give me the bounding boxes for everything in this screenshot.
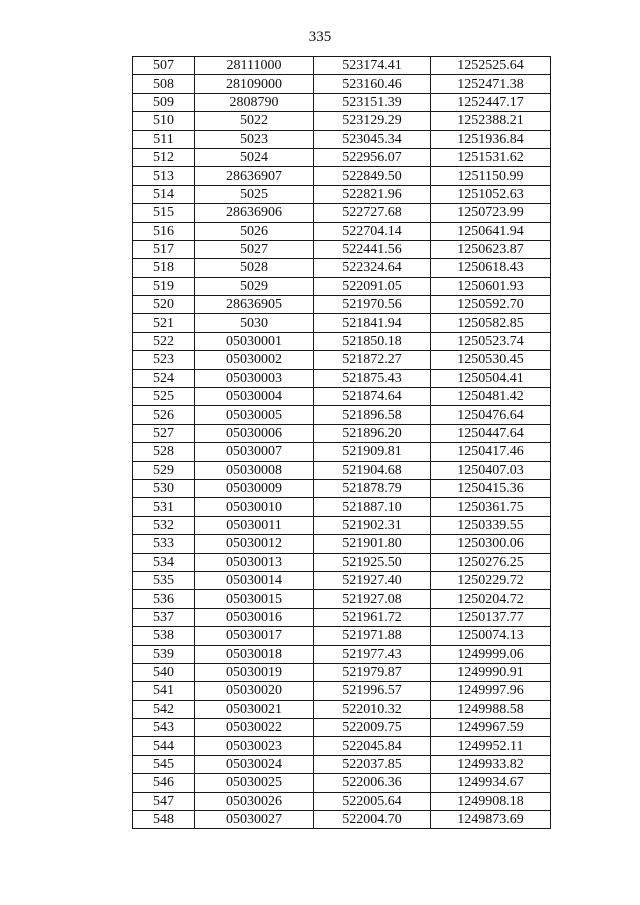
y-coordinate-cell: 1250723.99 bbox=[431, 204, 551, 222]
point-id-cell: 28636906 bbox=[195, 204, 314, 222]
x-coordinate-cell: 521909.81 bbox=[314, 443, 431, 461]
point-id-cell: 05030009 bbox=[195, 479, 314, 497]
y-coordinate-cell: 1249933.82 bbox=[431, 755, 551, 773]
point-number-cell: 517 bbox=[133, 240, 195, 258]
y-coordinate-cell: 1249873.69 bbox=[431, 811, 551, 829]
y-coordinate-cell: 1249934.67 bbox=[431, 774, 551, 792]
point-number-cell: 516 bbox=[133, 222, 195, 240]
table-row bbox=[133, 240, 551, 258]
x-coordinate-cell: 521904.68 bbox=[314, 461, 431, 479]
table-row bbox=[133, 443, 551, 461]
coordinates-table-body bbox=[133, 57, 551, 829]
point-number-cell: 526 bbox=[133, 406, 195, 424]
point-number-cell: 532 bbox=[133, 516, 195, 534]
y-coordinate-cell: 1250504.41 bbox=[431, 369, 551, 387]
table-row bbox=[133, 627, 551, 645]
point-id-cell: 05030017 bbox=[195, 627, 314, 645]
table-row bbox=[133, 700, 551, 718]
point-id-cell: 05030006 bbox=[195, 424, 314, 442]
table-row bbox=[133, 148, 551, 166]
x-coordinate-cell: 522704.14 bbox=[314, 222, 431, 240]
point-number-cell: 527 bbox=[133, 424, 195, 442]
table-row bbox=[133, 351, 551, 369]
point-id-cell: 05030025 bbox=[195, 774, 314, 792]
x-coordinate-cell: 522727.68 bbox=[314, 204, 431, 222]
x-coordinate-cell: 522045.84 bbox=[314, 737, 431, 755]
x-coordinate-cell: 521902.31 bbox=[314, 516, 431, 534]
point-id-cell: 05030018 bbox=[195, 645, 314, 663]
point-id-cell: 05030011 bbox=[195, 516, 314, 534]
point-id-cell: 5022 bbox=[195, 112, 314, 130]
y-coordinate-cell: 1250641.94 bbox=[431, 222, 551, 240]
point-number-cell: 515 bbox=[133, 204, 195, 222]
point-id-cell: 05030023 bbox=[195, 737, 314, 755]
point-id-cell: 05030007 bbox=[195, 443, 314, 461]
x-coordinate-cell: 521841.94 bbox=[314, 314, 431, 332]
table-row bbox=[133, 792, 551, 810]
y-coordinate-cell: 1250601.93 bbox=[431, 277, 551, 295]
x-coordinate-cell: 523151.39 bbox=[314, 93, 431, 111]
point-number-cell: 543 bbox=[133, 719, 195, 737]
table-row bbox=[133, 130, 551, 148]
x-coordinate-cell: 521874.64 bbox=[314, 388, 431, 406]
y-coordinate-cell: 1252471.38 bbox=[431, 75, 551, 93]
y-coordinate-cell: 1250137.77 bbox=[431, 608, 551, 626]
y-coordinate-cell: 1250592.70 bbox=[431, 296, 551, 314]
table-row bbox=[133, 185, 551, 203]
y-coordinate-cell: 1250407.03 bbox=[431, 461, 551, 479]
point-number-cell: 529 bbox=[133, 461, 195, 479]
y-coordinate-cell: 1250523.74 bbox=[431, 332, 551, 350]
point-id-cell: 05030014 bbox=[195, 571, 314, 589]
x-coordinate-cell: 521971.88 bbox=[314, 627, 431, 645]
table-row bbox=[133, 296, 551, 314]
point-id-cell: 28109000 bbox=[195, 75, 314, 93]
point-number-cell: 513 bbox=[133, 167, 195, 185]
x-coordinate-cell: 521996.57 bbox=[314, 682, 431, 700]
y-coordinate-cell: 1251150.99 bbox=[431, 167, 551, 185]
point-id-cell: 28111000 bbox=[195, 57, 314, 75]
y-coordinate-cell: 1250339.55 bbox=[431, 516, 551, 534]
table-row bbox=[133, 719, 551, 737]
y-coordinate-cell: 1250415.36 bbox=[431, 479, 551, 497]
x-coordinate-cell: 521970.56 bbox=[314, 296, 431, 314]
x-coordinate-cell: 521872.27 bbox=[314, 351, 431, 369]
table-row bbox=[133, 737, 551, 755]
y-coordinate-cell: 1250623.87 bbox=[431, 240, 551, 258]
point-number-cell: 523 bbox=[133, 351, 195, 369]
x-coordinate-cell: 522004.70 bbox=[314, 811, 431, 829]
x-coordinate-cell: 523129.29 bbox=[314, 112, 431, 130]
table-row bbox=[133, 222, 551, 240]
point-number-cell: 511 bbox=[133, 130, 195, 148]
point-number-cell: 546 bbox=[133, 774, 195, 792]
y-coordinate-cell: 1250481.42 bbox=[431, 388, 551, 406]
x-coordinate-cell: 521896.20 bbox=[314, 424, 431, 442]
y-coordinate-cell: 1250361.75 bbox=[431, 498, 551, 516]
point-number-cell: 542 bbox=[133, 700, 195, 718]
table-row bbox=[133, 608, 551, 626]
y-coordinate-cell: 1250618.43 bbox=[431, 259, 551, 277]
y-coordinate-cell: 1249990.91 bbox=[431, 663, 551, 681]
point-id-cell: 05030008 bbox=[195, 461, 314, 479]
point-id-cell: 5028 bbox=[195, 259, 314, 277]
table-row bbox=[133, 571, 551, 589]
x-coordinate-cell: 522324.64 bbox=[314, 259, 431, 277]
point-id-cell: 05030016 bbox=[195, 608, 314, 626]
table-row bbox=[133, 774, 551, 792]
point-number-cell: 509 bbox=[133, 93, 195, 111]
point-id-cell: 28636905 bbox=[195, 296, 314, 314]
table-row bbox=[133, 277, 551, 295]
y-coordinate-cell: 1250417.46 bbox=[431, 443, 551, 461]
table-row bbox=[133, 498, 551, 516]
y-coordinate-cell: 1249997.96 bbox=[431, 682, 551, 700]
table-row bbox=[133, 479, 551, 497]
point-id-cell: 05030027 bbox=[195, 811, 314, 829]
point-number-cell: 524 bbox=[133, 369, 195, 387]
x-coordinate-cell: 523045.34 bbox=[314, 130, 431, 148]
table-row bbox=[133, 75, 551, 93]
y-coordinate-cell: 1250530.45 bbox=[431, 351, 551, 369]
point-id-cell: 05030003 bbox=[195, 369, 314, 387]
y-coordinate-cell: 1252447.17 bbox=[431, 93, 551, 111]
point-id-cell: 28636907 bbox=[195, 167, 314, 185]
point-number-cell: 544 bbox=[133, 737, 195, 755]
y-coordinate-cell: 1251052.63 bbox=[431, 185, 551, 203]
x-coordinate-cell: 521961.72 bbox=[314, 608, 431, 626]
point-id-cell: 05030004 bbox=[195, 388, 314, 406]
point-number-cell: 534 bbox=[133, 553, 195, 571]
point-id-cell: 5023 bbox=[195, 130, 314, 148]
point-id-cell: 5025 bbox=[195, 185, 314, 203]
x-coordinate-cell: 522849.50 bbox=[314, 167, 431, 185]
x-coordinate-cell: 522091.05 bbox=[314, 277, 431, 295]
point-id-cell: 05030015 bbox=[195, 590, 314, 608]
point-id-cell: 05030021 bbox=[195, 700, 314, 718]
point-number-cell: 540 bbox=[133, 663, 195, 681]
table-row bbox=[133, 332, 551, 350]
point-number-cell: 521 bbox=[133, 314, 195, 332]
point-id-cell: 05030020 bbox=[195, 682, 314, 700]
x-coordinate-cell: 522005.64 bbox=[314, 792, 431, 810]
table-row bbox=[133, 663, 551, 681]
table-row bbox=[133, 755, 551, 773]
y-coordinate-cell: 1252388.21 bbox=[431, 112, 551, 130]
point-id-cell: 05030022 bbox=[195, 719, 314, 737]
y-coordinate-cell: 1251936.84 bbox=[431, 130, 551, 148]
y-coordinate-cell: 1249988.58 bbox=[431, 700, 551, 718]
point-number-cell: 541 bbox=[133, 682, 195, 700]
page-number: 335 bbox=[308, 29, 332, 45]
point-number-cell: 535 bbox=[133, 571, 195, 589]
x-coordinate-cell: 522441.56 bbox=[314, 240, 431, 258]
point-id-cell: 05030010 bbox=[195, 498, 314, 516]
point-number-cell: 510 bbox=[133, 112, 195, 130]
y-coordinate-cell: 1250447.64 bbox=[431, 424, 551, 442]
y-coordinate-cell: 1250074.13 bbox=[431, 627, 551, 645]
point-id-cell: 05030013 bbox=[195, 553, 314, 571]
table-row bbox=[133, 388, 551, 406]
point-id-cell: 5027 bbox=[195, 240, 314, 258]
coordinates-table bbox=[132, 56, 551, 829]
point-number-cell: 531 bbox=[133, 498, 195, 516]
point-id-cell: 05030026 bbox=[195, 792, 314, 810]
table-row bbox=[133, 590, 551, 608]
x-coordinate-cell: 521979.87 bbox=[314, 663, 431, 681]
point-number-cell: 520 bbox=[133, 296, 195, 314]
point-number-cell: 539 bbox=[133, 645, 195, 663]
table-row bbox=[133, 553, 551, 571]
point-id-cell: 05030012 bbox=[195, 535, 314, 553]
table-row bbox=[133, 424, 551, 442]
table-row bbox=[133, 259, 551, 277]
x-coordinate-cell: 522037.85 bbox=[314, 755, 431, 773]
x-coordinate-cell: 521925.50 bbox=[314, 553, 431, 571]
y-coordinate-cell: 1250204.72 bbox=[431, 590, 551, 608]
point-number-cell: 519 bbox=[133, 277, 195, 295]
point-number-cell: 514 bbox=[133, 185, 195, 203]
y-coordinate-cell: 1250300.06 bbox=[431, 535, 551, 553]
x-coordinate-cell: 521887.10 bbox=[314, 498, 431, 516]
table-row bbox=[133, 314, 551, 332]
point-number-cell: 528 bbox=[133, 443, 195, 461]
point-id-cell: 05030002 bbox=[195, 351, 314, 369]
x-coordinate-cell: 521896.58 bbox=[314, 406, 431, 424]
point-id-cell: 05030001 bbox=[195, 332, 314, 350]
y-coordinate-cell: 1249952.11 bbox=[431, 737, 551, 755]
point-number-cell: 530 bbox=[133, 479, 195, 497]
y-coordinate-cell: 1252525.64 bbox=[431, 57, 551, 75]
x-coordinate-cell: 523174.41 bbox=[314, 57, 431, 75]
x-coordinate-cell: 522006.36 bbox=[314, 774, 431, 792]
table-row bbox=[133, 406, 551, 424]
point-number-cell: 525 bbox=[133, 388, 195, 406]
point-id-cell: 5030 bbox=[195, 314, 314, 332]
table-row bbox=[133, 204, 551, 222]
point-number-cell: 536 bbox=[133, 590, 195, 608]
point-number-cell: 508 bbox=[133, 75, 195, 93]
point-id-cell: 5024 bbox=[195, 148, 314, 166]
table-row bbox=[133, 369, 551, 387]
x-coordinate-cell: 521878.79 bbox=[314, 479, 431, 497]
point-id-cell: 05030019 bbox=[195, 663, 314, 681]
y-coordinate-cell: 1249908.18 bbox=[431, 792, 551, 810]
point-number-cell: 548 bbox=[133, 811, 195, 829]
table-row bbox=[133, 645, 551, 663]
table-row bbox=[133, 811, 551, 829]
point-number-cell: 512 bbox=[133, 148, 195, 166]
point-number-cell: 537 bbox=[133, 608, 195, 626]
point-id-cell: 5026 bbox=[195, 222, 314, 240]
x-coordinate-cell: 522821.96 bbox=[314, 185, 431, 203]
point-number-cell: 547 bbox=[133, 792, 195, 810]
y-coordinate-cell: 1249967.59 bbox=[431, 719, 551, 737]
y-coordinate-cell: 1250276.25 bbox=[431, 553, 551, 571]
x-coordinate-cell: 522009.75 bbox=[314, 719, 431, 737]
table-row bbox=[133, 57, 551, 75]
point-number-cell: 518 bbox=[133, 259, 195, 277]
point-id-cell: 5029 bbox=[195, 277, 314, 295]
y-coordinate-cell: 1250229.72 bbox=[431, 571, 551, 589]
x-coordinate-cell: 522956.07 bbox=[314, 148, 431, 166]
x-coordinate-cell: 523160.46 bbox=[314, 75, 431, 93]
x-coordinate-cell: 521901.80 bbox=[314, 535, 431, 553]
y-coordinate-cell: 1251531.62 bbox=[431, 148, 551, 166]
point-id-cell: 05030005 bbox=[195, 406, 314, 424]
x-coordinate-cell: 521850.18 bbox=[314, 332, 431, 350]
table-row bbox=[133, 461, 551, 479]
table-row bbox=[133, 682, 551, 700]
table-row bbox=[133, 112, 551, 130]
point-id-cell: 2808790 bbox=[195, 93, 314, 111]
point-number-cell: 507 bbox=[133, 57, 195, 75]
x-coordinate-cell: 521927.08 bbox=[314, 590, 431, 608]
y-coordinate-cell: 1250476.64 bbox=[431, 406, 551, 424]
x-coordinate-cell: 522010.32 bbox=[314, 700, 431, 718]
x-coordinate-cell: 521875.43 bbox=[314, 369, 431, 387]
y-coordinate-cell: 1250582.85 bbox=[431, 314, 551, 332]
point-number-cell: 533 bbox=[133, 535, 195, 553]
x-coordinate-cell: 521927.40 bbox=[314, 571, 431, 589]
point-number-cell: 538 bbox=[133, 627, 195, 645]
point-number-cell: 545 bbox=[133, 755, 195, 773]
x-coordinate-cell: 521977.43 bbox=[314, 645, 431, 663]
table-row bbox=[133, 535, 551, 553]
table-row bbox=[133, 93, 551, 111]
table-row bbox=[133, 167, 551, 185]
y-coordinate-cell: 1249999.06 bbox=[431, 645, 551, 663]
point-number-cell: 522 bbox=[133, 332, 195, 350]
table-row bbox=[133, 516, 551, 534]
point-id-cell: 05030024 bbox=[195, 755, 314, 773]
